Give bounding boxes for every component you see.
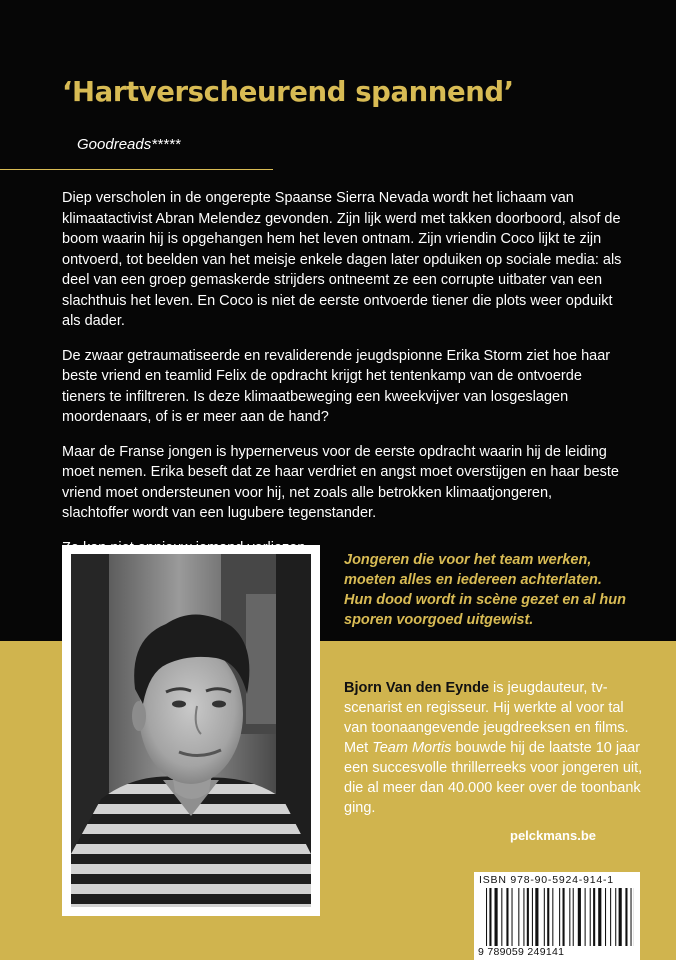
author-photo: [62, 545, 320, 916]
barcode-bars: [486, 888, 634, 946]
blurb-paragraph: Maar de Franse jongen is hypernerveus voor de eerste opdracht waarin hij de leiding moet nemen. Erika beseft dat ze haar verdriet en angst moet overstijgen en haar beste vriend moet ondersteunen voor hij, net zoals alle betrokken klimaatjongeren, slachtoffer wordt van een lugubere tegenstander.: [62, 443, 619, 521]
tagline: Jongeren die voor het team werken, moeten alles en iedereen achterlaten. Hun dood wordt in scène gezet en al hun sporen voorgoed uitgewist.: [344, 552, 626, 628]
blurb-paragraph: De zwaar getraumatiseerde en revaliderende jeugdspionne Erika Storm ziet hoe haar beste vriend en teamlid Felix de opdracht krijgt het tentenkamp van de ontvoerde tieners te infiltreren. Is deze klimaatbeweging een kweekvijver van losgeslagen moordenaars, of is er meer aan de hand?: [62, 347, 611, 425]
isbn-label: ISBN 978-90-5924-914-1: [479, 874, 614, 886]
author-name: Bjorn Van den Eynde: [344, 680, 490, 696]
author-portrait-image: [71, 554, 311, 907]
series-title: Team Mortis: [372, 740, 452, 756]
divider-rule: [0, 169, 273, 170]
bio-text: is jeugdauteur, tv-scenarist en regisseur. Hij werkte al voor tal van toonaangevende jeugdreeksen en films. Met: [344, 680, 629, 756]
blurb: [62, 188, 622, 572]
author-bio: [344, 678, 644, 818]
review-quote: ‘Hartverscheurend spannend’: [62, 76, 514, 108]
isbn-barcode: [474, 872, 640, 960]
blurb-paragraph: Diep verscholen in de ongerepte Spaanse Sierra Nevada wordt het lichaam van klimaatactivist Abran Melendez gevonden. Zijn lijk werd met takken doorboord, alsof de boom waarin hij is opgehangen hem het leven ontnam. Zijn vriendin Coco lijkt te zijn ontvoerd, tot beelden van het meisje enkele dagen later opduiken op sociale media: als deel van een groep gemaskerde strijders ontneemt ze een corrupte uitbater van een slachthuis het leven. En Coco is niet de eerste ontvoerde tiener die plots weer opduikt als dader.: [62, 190, 622, 329]
publisher-url: pelckmans.be: [510, 828, 596, 843]
review-source: Goodreads*****: [77, 136, 181, 153]
barcode-digits: 9 789059 249141: [478, 946, 565, 958]
bio-text: bouwde hij de laatste 10 jaar een succesvolle thrillerreeks voor jongeren uit, die al meer dan 40.000 keer over de toonbank ging.: [344, 740, 643, 816]
